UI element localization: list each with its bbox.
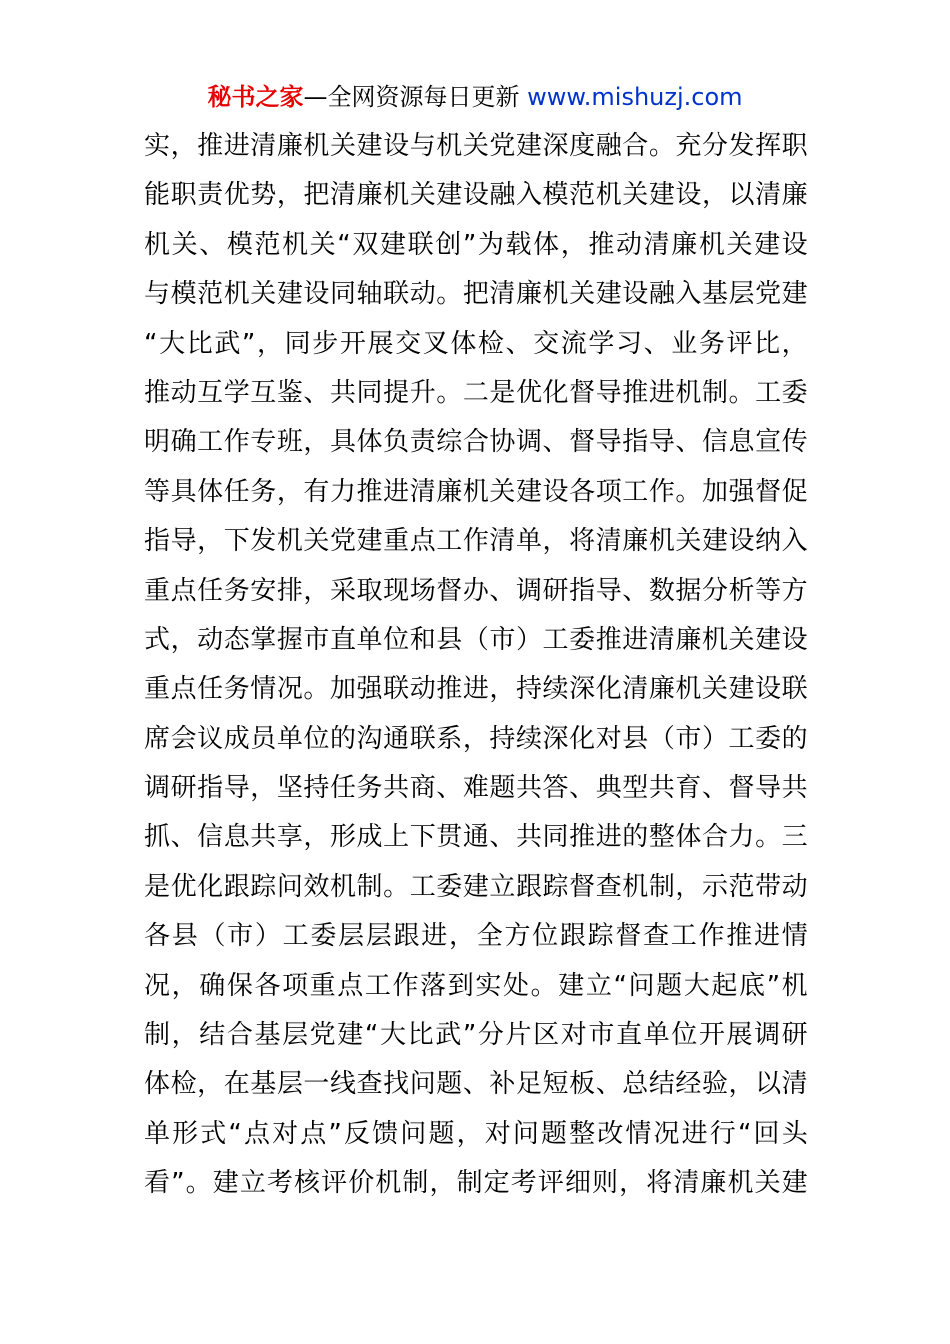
text-line: 实，推进清廉机关建设与机关党建深度融合。充分发挥职 [144, 131, 808, 161]
text-line: 等具体任务，有力推进清廉机关建设各项工作。加强督促 [144, 476, 808, 507]
text-line: 能职责优势，把清廉机关建设融入模范机关建设，以清廉 [144, 180, 808, 211]
text-line: 席会议成员单位的沟通联系，持续深化对县（市）工委的 [144, 723, 808, 754]
text-line: 制，结合基层党建“大比武”分片区对市直单位开展调研 [144, 1020, 808, 1051]
page-header [0, 80, 950, 114]
text-line: 机关、模范机关“双建联创”为载体，推动清廉机关建设 [144, 229, 808, 260]
text-line: 指导，下发机关党建重点工作清单，将清廉机关建设纳入 [144, 526, 808, 557]
text-line: 看”。建立考核评价机制，制定考评细则，将清廉机关建 [144, 1168, 808, 1199]
text-line: 式，动态掌握市直单位和县（市）工委推进清廉机关建设 [144, 624, 808, 655]
brand-name: 秘书之家 [207, 83, 304, 111]
text-line: 重点任务情况。加强联动推进，持续深化清廉机关建设联 [144, 674, 808, 705]
text-line: 况，确保各项重点工作落到实处。建立“问题大起底”机 [144, 970, 808, 1001]
text-line: “大比武”，同步开展交叉体检、交流学习、业务评比， [144, 328, 808, 359]
site-url-link[interactable]: www.mishuzj.com [527, 83, 743, 111]
text-line: 调研指导，坚持任务共商、难题共答、典型共育、督导共 [144, 773, 808, 804]
text-line: 单形式“点对点”反馈问题，对问题整改情况进行“回头 [144, 1118, 808, 1149]
text-line: 各县（市）工委层层跟进，全方位跟踪督查工作推进情 [144, 921, 808, 952]
text-line: 与模范机关建设同轴联动。把清廉机关建设融入基层党建 [144, 279, 808, 310]
text-line: 抓、信息共享，形成上下贯通、共同推进的整体合力。三 [144, 822, 808, 853]
text-line: 明确工作专班，具体负责综合协调、督导指导、信息宣传 [144, 427, 808, 458]
text-line: 是优化跟踪问效机制。工委建立跟踪督查机制，示范带动 [144, 871, 808, 902]
text-line: 重点任务安排，采取现场督办、调研指导、数据分析等方 [144, 575, 808, 606]
header-tagline: —全网资源每日更新 [303, 83, 528, 111]
document-body [144, 122, 808, 1209]
text-line: 推动互学互鉴、共同提升。二是优化督导推进机制。工委 [144, 377, 808, 408]
text-line: 体检，在基层一线查找问题、补足短板、总结经验，以清 [144, 1069, 808, 1100]
